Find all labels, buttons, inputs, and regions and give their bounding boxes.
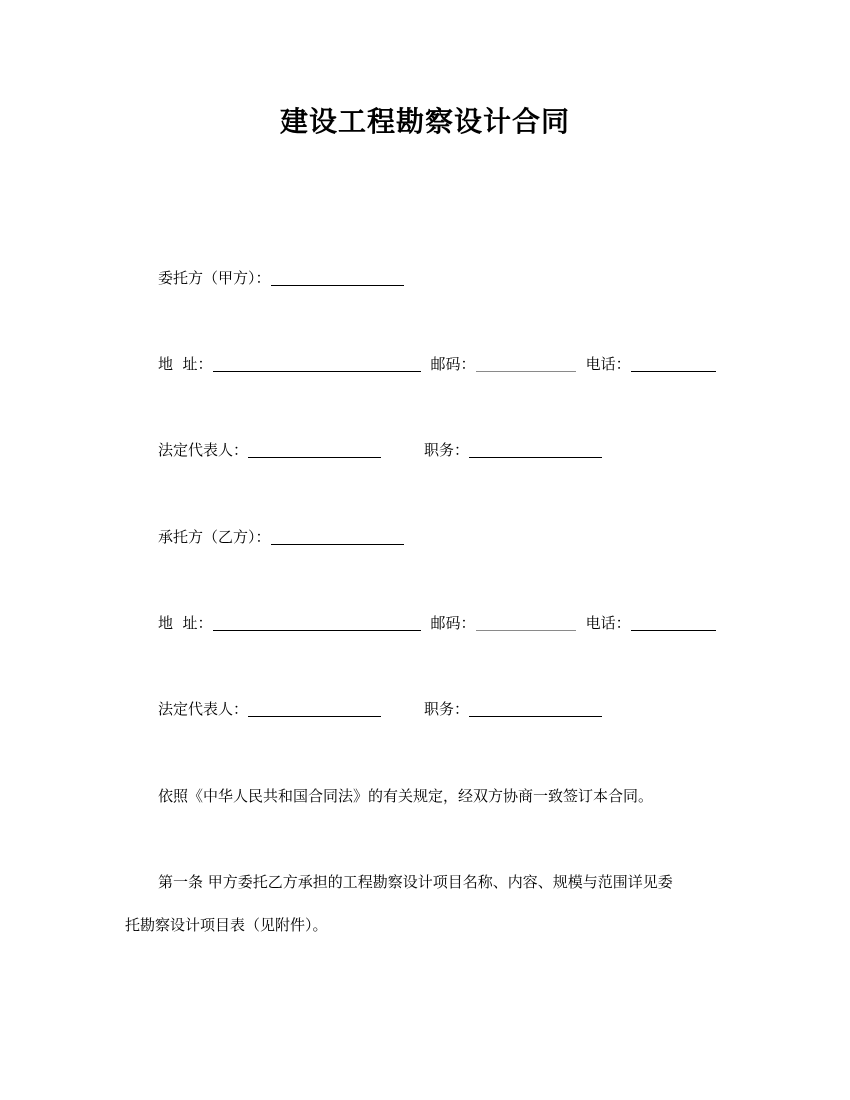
party-a-address-row (158, 353, 716, 375)
article-1-line-2: 托勘察设计项目表（见附件）。 (125, 916, 328, 934)
party-a-phone-field[interactable] (631, 356, 716, 372)
party-a-name-field[interactable] (271, 270, 404, 286)
article-1-line-1: 第一条 甲方委托乙方承担的工程勘察设计项目名称、内容、规模与范围详见委 (158, 873, 673, 891)
rep-label: 法定代表人： (158, 700, 249, 718)
party-a-row (158, 267, 404, 289)
party-b-row (158, 526, 404, 548)
party-b-address-field[interactable] (213, 615, 421, 631)
postcode-label: 邮码： (430, 355, 476, 373)
party-a-position-field[interactable] (469, 442, 602, 458)
party-b-rep-row (158, 698, 602, 720)
party-a-postcode-field[interactable] (476, 356, 576, 372)
party-a-label: 委托方（甲方）： (158, 269, 271, 287)
party-b-name-field[interactable] (271, 529, 404, 545)
contract-title: 建设工程勘察设计合同 (279, 105, 570, 138)
party-b-address-row (158, 612, 716, 634)
address-label: 地 址： (158, 355, 213, 373)
phone-label: 电话： (585, 355, 631, 373)
party-b-phone-field[interactable] (631, 615, 716, 631)
party-b-postcode-field[interactable] (476, 615, 576, 631)
address-label: 地 址： (158, 614, 213, 632)
rep-label: 法定代表人： (158, 441, 249, 459)
position-label: 职务： (424, 700, 470, 718)
preamble-paragraph: 依照《中华人民共和国合同法》的有关规定，经双方协商一致签订本合同。 (158, 787, 654, 805)
party-b-rep-field[interactable] (248, 701, 381, 717)
postcode-label: 邮码： (430, 614, 476, 632)
party-b-position-field[interactable] (469, 701, 602, 717)
party-a-rep-row (158, 439, 602, 461)
phone-label: 电话： (585, 614, 631, 632)
party-a-address-field[interactable] (213, 356, 421, 372)
position-label: 职务： (424, 441, 470, 459)
party-a-rep-field[interactable] (248, 442, 381, 458)
party-b-label: 承托方（乙方）： (158, 528, 271, 546)
